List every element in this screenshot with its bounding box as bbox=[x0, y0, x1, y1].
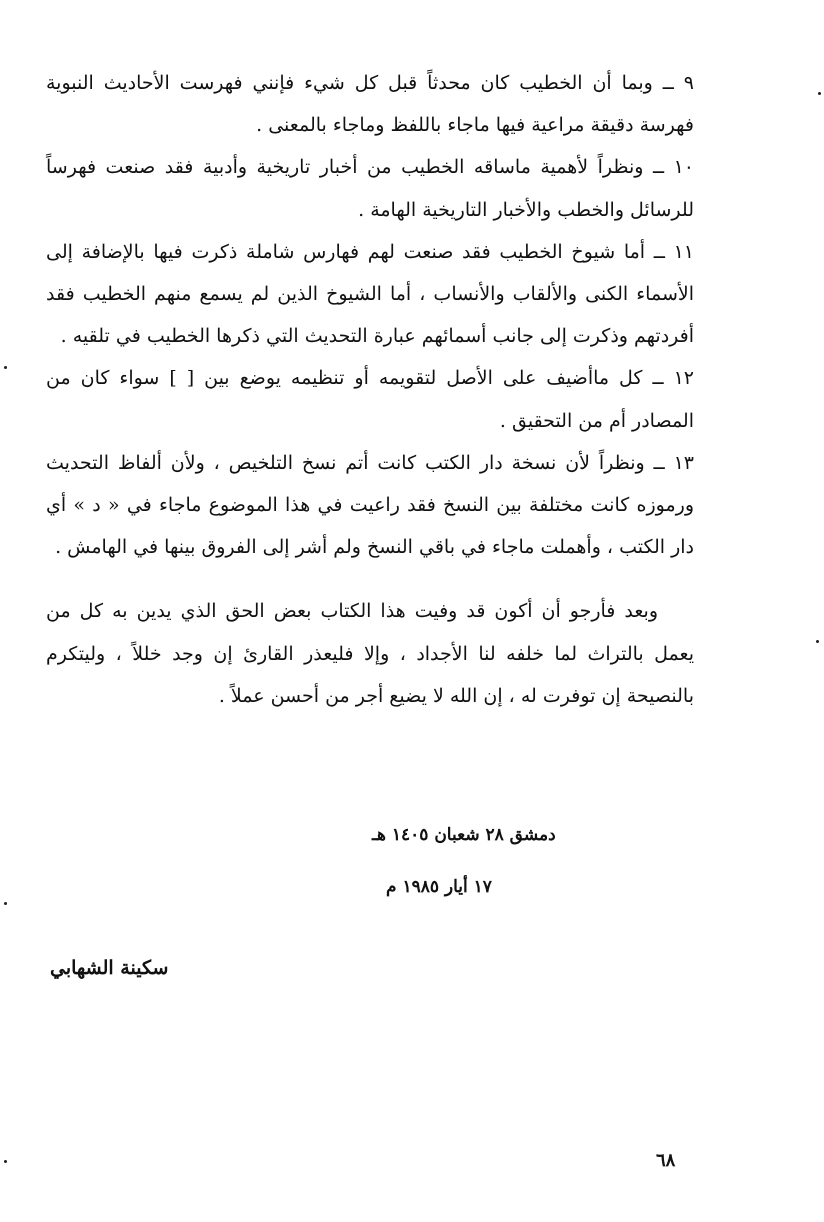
closing-paragraph: وبعد فأرجو أن أكون قد وفيت هذا الكتاب بعض الحق الذي يدين به كل من يعمل بالتراث لما خلفه لنا الأجداد ، وإلا فليعذر القارئ إن وجد خللاً ، وليتكرم بالنصيحة إن توفرت له ، إن الله لا يضيع أجر من أحسن عملاً . bbox=[46, 600, 694, 707]
list-item-12: ١٢ ــ كل ماأضيف على الأصل لتقويمه أو تنظيمه يوضع بين [ ] سواء كان من المصادر أم من التحقيق . bbox=[46, 367, 694, 432]
list-item-11: ١١ ــ أما شيوخ الخطيب فقد صنعت لهم فهارس شاملة ذكرت فيها بالإضافة إلى الأسماء الكنى والألقاب والأنساب ، أما الشيوخ الذين لم يسمع منهم الخطيب فقد أفردتهم وذكرت إلى جانب أسمائهم عبارة التحديث التي ذكرها الخطيب في تلقيه . bbox=[46, 240, 694, 348]
date-gregorian: ١٧ أيار ١٩٨٥ م bbox=[386, 877, 492, 897]
author-signature: سكينة الشهابي bbox=[50, 957, 169, 979]
list-item-13: ١٣ ــ ونظراً لأن نسخة دار الكتب كانت أتم نسخ التلخيص ، ولأن ألفاظ التحديث ورموزه كانت مختلفة بين النسخ فقد راعيت في هذا الموضوع ماجاء في « د » أي دار الكتب ، وأهملت ماجاء في باقي النسخ ولم أشر إلى الفروق بينها في الهامش . bbox=[46, 451, 694, 559]
margin-mark bbox=[4, 902, 7, 905]
list-item-9: ٩ ــ وبما أن الخطيب كان محدثاً قبل كل شيء فإنني فهرست الأحاديث النبوية فهرسة دقيقة مراعية فيها ماجاء باللفظ وماجاء بالمعنى . bbox=[46, 72, 694, 137]
list-item-10: ١٠ ــ ونظراً لأهمية ماساقه الخطيب من أخبار تاريخية وأدبية فقد صنعت فهرساً للرسائل والخطب والأخبار التاريخية الهامة . bbox=[46, 156, 694, 221]
body-text bbox=[46, 62, 694, 717]
margin-mark bbox=[816, 640, 819, 643]
page-number: ٦٨ bbox=[656, 1150, 676, 1171]
margin-mark bbox=[818, 92, 821, 95]
date-hijri: دمشق ٢٨ شعبان ١٤٠٥ هـ bbox=[372, 825, 556, 845]
margin-mark bbox=[4, 366, 7, 369]
margin-mark bbox=[4, 1160, 7, 1163]
